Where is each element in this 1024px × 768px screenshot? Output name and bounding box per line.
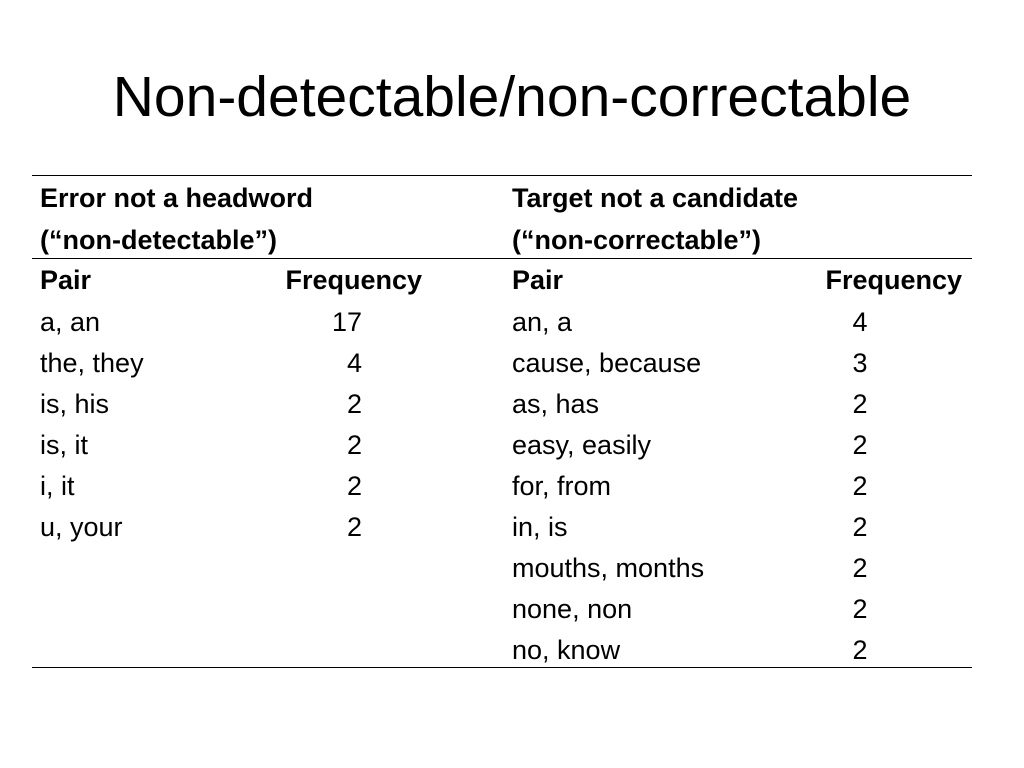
right-col-frequency-header: Frequency <box>825 265 962 295</box>
left-row-frequency: 4 <box>346 348 362 378</box>
left-row-pair: a, an <box>40 307 101 337</box>
right-row-frequency: 2 <box>852 635 868 665</box>
left-row-frequency: 17 <box>331 307 362 337</box>
right-row-pair: cause, because <box>512 348 702 378</box>
left-heading-line2: (“non-detectable”) <box>40 225 278 255</box>
right-row-frequency: 2 <box>852 512 868 542</box>
left-row-pair: is, his <box>40 389 110 419</box>
right-row-pair: as, has <box>512 389 600 419</box>
right-row-frequency: 4 <box>852 307 868 337</box>
right-col-pair-header: Pair <box>512 265 564 295</box>
left-row-pair: is, it <box>40 430 89 460</box>
right-row-frequency: 2 <box>852 594 868 624</box>
table-bottom-rule <box>32 667 972 668</box>
left-col-frequency-header: Frequency <box>285 265 422 295</box>
left-col-pair-header: Pair <box>40 265 92 295</box>
right-row-pair: no, know <box>512 635 621 665</box>
right-row-pair: none, non <box>512 594 633 624</box>
right-row-pair: in, is <box>512 512 568 542</box>
left-row-pair: i, it <box>40 471 75 501</box>
right-row-pair: mouths, months <box>512 553 705 583</box>
left-row-frequency: 2 <box>346 471 362 501</box>
right-row-frequency: 3 <box>852 348 868 378</box>
left-row-frequency: 2 <box>346 512 362 542</box>
table-header-rule <box>32 258 972 259</box>
right-row-pair: for, from <box>512 471 612 501</box>
left-row-pair: the, they <box>40 348 144 378</box>
slide-title: Non-detectable/non-correctable <box>112 65 912 129</box>
table-top-rule <box>32 175 972 176</box>
right-heading-line1: Target not a candidate <box>512 183 799 213</box>
right-row-frequency: 2 <box>852 430 868 460</box>
left-row-pair: u, your <box>40 512 123 542</box>
left-row-frequency: 2 <box>346 430 362 460</box>
left-heading-line1: Error not a headword <box>40 183 314 213</box>
right-heading-line2: (“non-correctable”) <box>512 225 762 255</box>
left-row-frequency: 2 <box>346 389 362 419</box>
right-row-frequency: 2 <box>852 389 868 419</box>
right-row-frequency: 2 <box>852 553 868 583</box>
right-row-pair: an, a <box>512 307 573 337</box>
right-row-frequency: 2 <box>852 471 868 501</box>
right-row-pair: easy, easily <box>512 430 652 460</box>
